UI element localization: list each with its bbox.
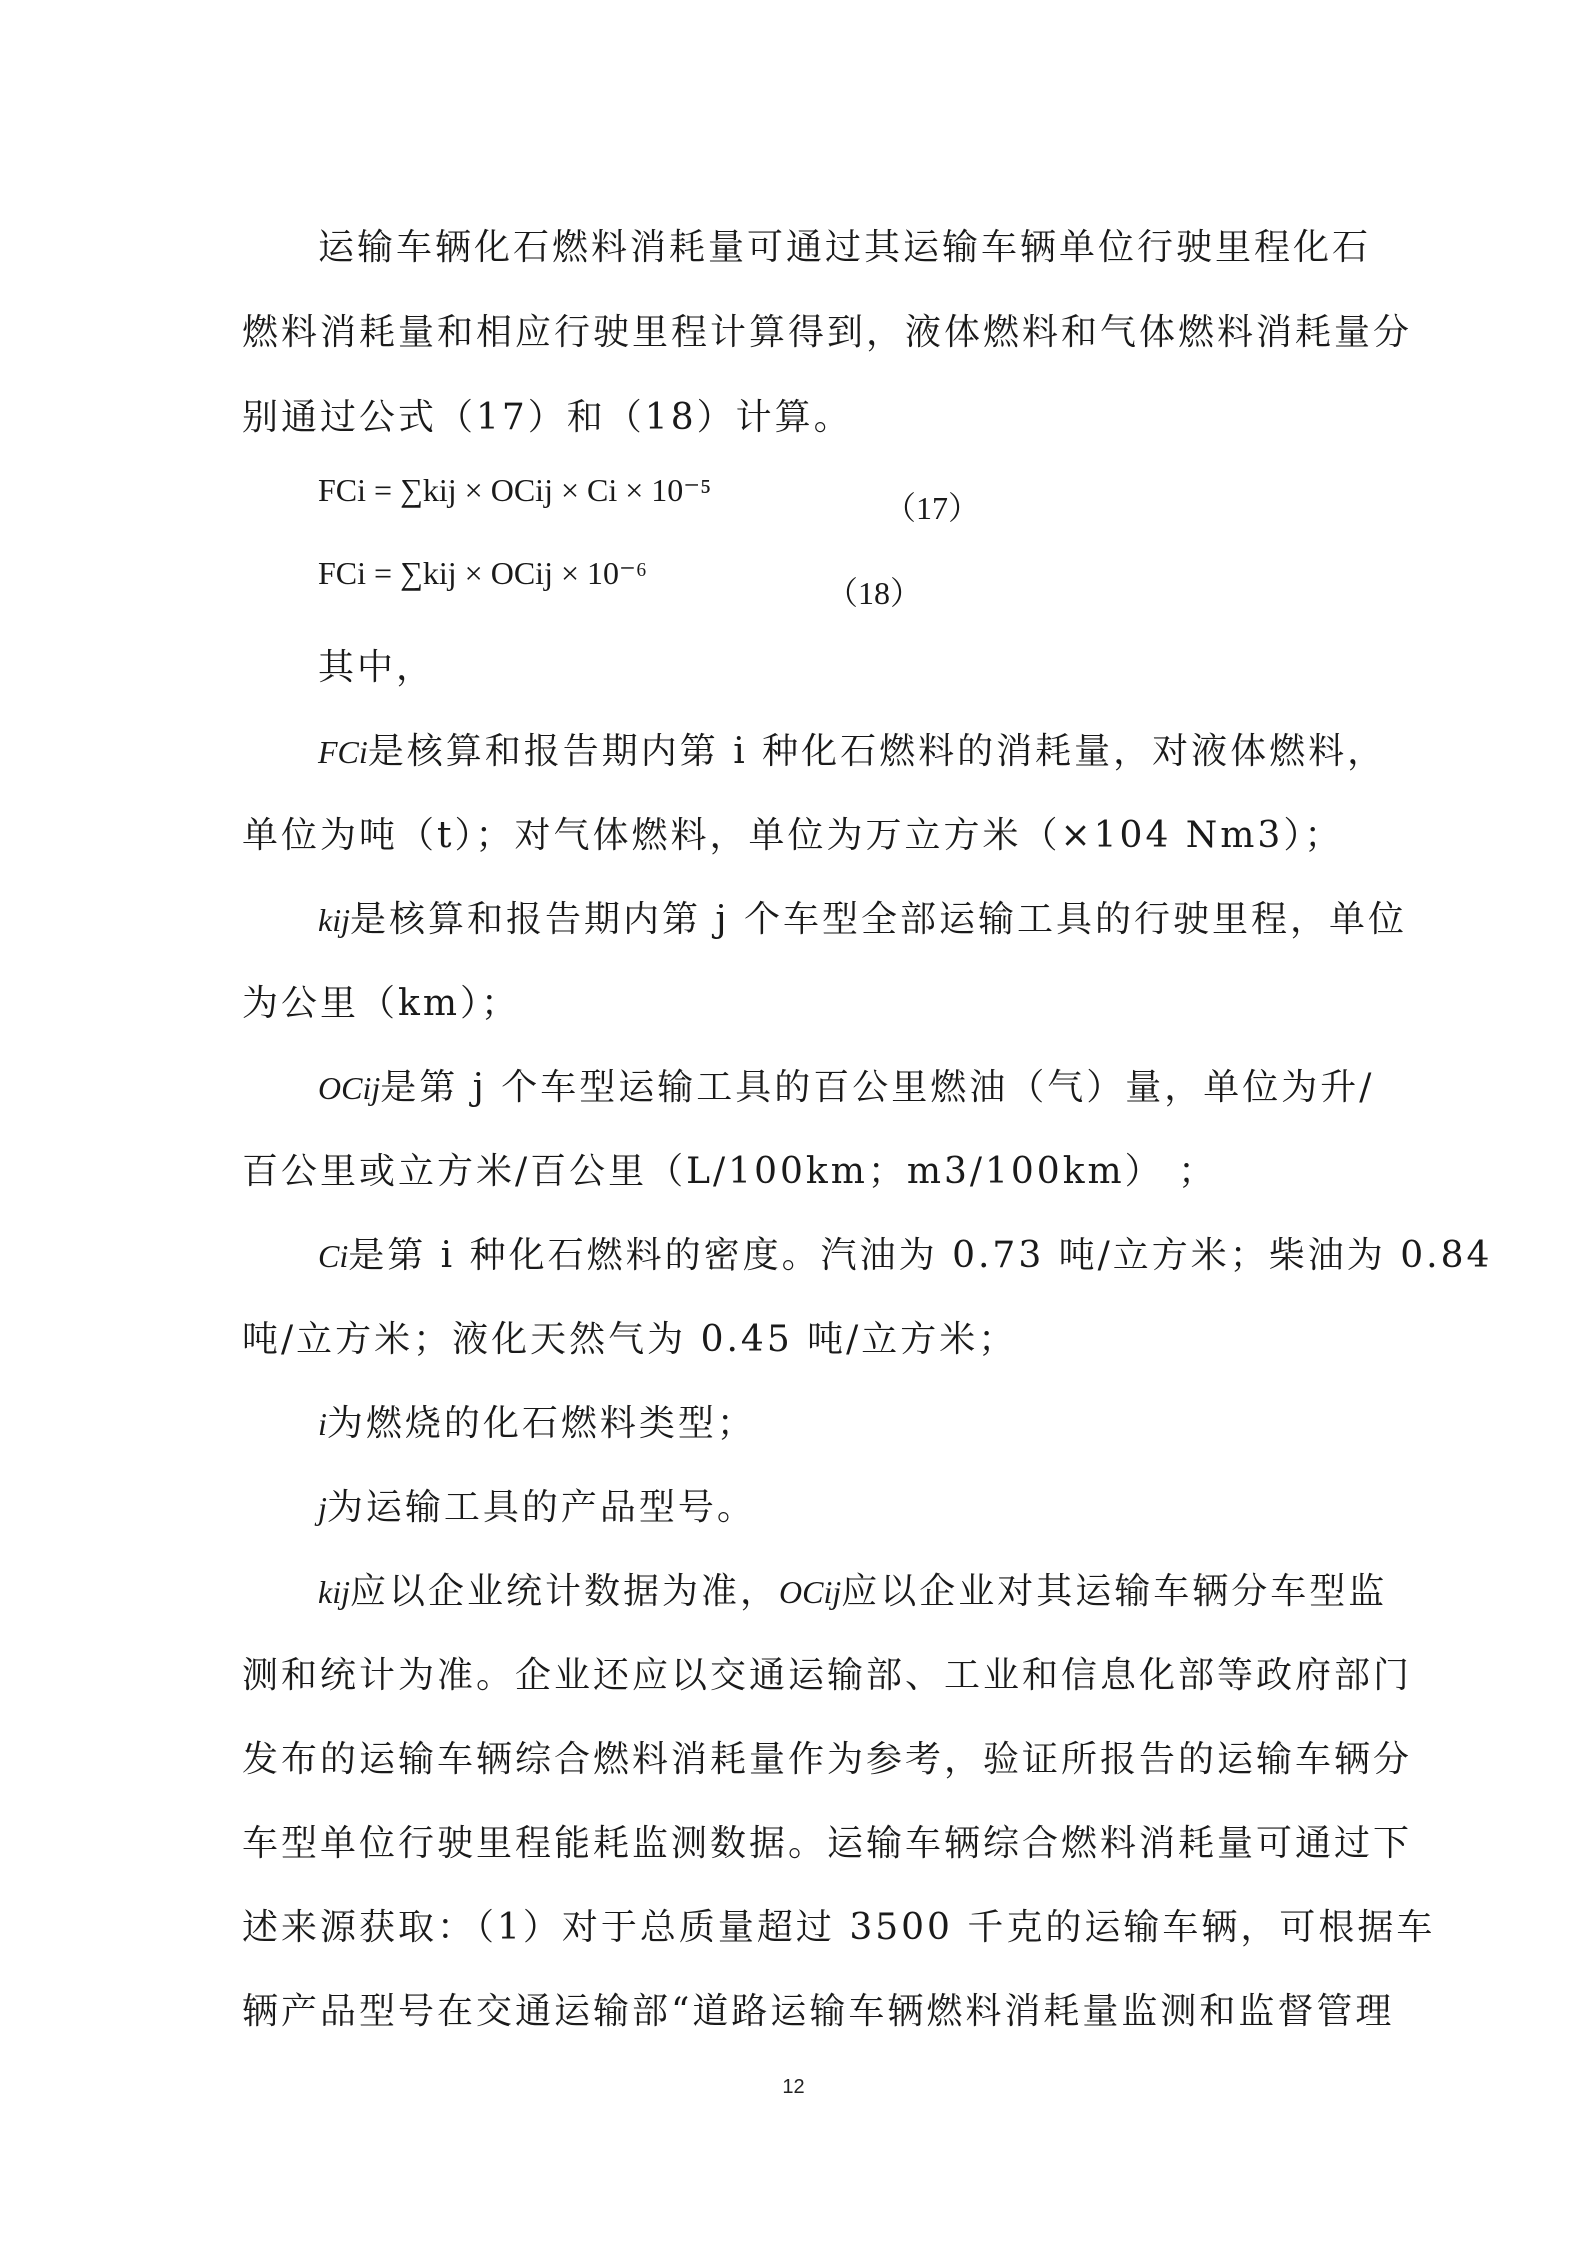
formula-18-number: （18） xyxy=(826,575,923,611)
definition-text: 为运输工具的产品型号。 xyxy=(326,1487,756,1528)
formula-18: FCi = ∑kij × OCij × 10⁻⁶ xyxy=(318,555,648,591)
definition-text: 是第 i 种化石燃料的密度。汽油为 0.73 吨/立方米；柴油为 0.84 xyxy=(348,1235,1493,1276)
paragraph-text: 应以企业统计数据为准， xyxy=(349,1571,779,1612)
paragraph-line: 述来源获取：（1）对于总质量超过 3500 千克的运输车辆，可根据车 xyxy=(242,1907,1436,1948)
paragraph-line: 别通过公式（17）和（18）计算。 xyxy=(242,397,853,438)
definition-i xyxy=(318,1402,1352,1446)
symbol-j: j xyxy=(318,1490,327,1526)
symbol-c: Ci xyxy=(318,1238,349,1274)
symbol-k: kij xyxy=(318,1574,350,1610)
paragraph-line: 燃料消耗量和相应行驶里程计算得到，液体燃料和气体燃料消耗量分 xyxy=(242,312,1413,353)
paragraph-line: 百公里或立方米/百公里（L/100km；m3/100km） ； xyxy=(242,1151,1218,1192)
paragraph-line: 辆产品型号在交通运输部“道路运输车辆燃料消耗量监测和监督管理 xyxy=(242,1991,1395,2032)
paragraph-line xyxy=(318,1570,1388,1614)
page-number: 12 xyxy=(782,2076,805,2098)
symbol-oc: OCij xyxy=(318,1070,381,1106)
paragraph-line: 吨/立方米；液化天然气为 0.45 吨/立方米； xyxy=(242,1319,1018,1360)
definition-j xyxy=(318,1486,1352,1530)
paragraph-line: 为公里（km）； xyxy=(242,983,520,1024)
formula-17: FCi = ∑kij × OCij × Ci × 10⁻⁵ xyxy=(318,472,712,508)
definition-text: 为燃烧的化石燃料类型； xyxy=(326,1403,756,1444)
formula-17-number: （17） xyxy=(884,490,981,526)
definition-text: 是核算和报告期内第 i 种化石燃料的消耗量，对液体燃料， xyxy=(367,731,1387,772)
definition-c xyxy=(318,1234,1493,1278)
definition-text: 是第 j 个车型运输工具的百公里燃油（气）量，单位为升/ xyxy=(380,1067,1375,1108)
definition-k xyxy=(318,898,1408,942)
symbol-fc: FCi xyxy=(318,734,368,770)
where-label: 其中， xyxy=(318,647,436,688)
paragraph-line: 单位为吨（t）；对气体燃料，单位为万立方米（×104 Nm3）； xyxy=(242,815,1344,856)
definition-oc xyxy=(318,1066,1375,1110)
paragraph-line: 车型单位行驶里程能耗监测数据。运输车辆综合燃料消耗量可通过下 xyxy=(242,1823,1413,1864)
symbol-i: i xyxy=(318,1406,327,1442)
definition-fc xyxy=(318,730,1387,774)
symbol-k: kij xyxy=(318,902,350,938)
paragraph-line: 测和统计为准。企业还应以交通运输部、工业和信息化部等政府部门 xyxy=(242,1655,1413,1696)
definition-text: 是核算和报告期内第 j 个车型全部运输工具的行驶里程，单位 xyxy=(349,899,1408,940)
symbol-oc: OCij xyxy=(779,1574,842,1610)
paragraph-line: 发布的运输车辆综合燃料消耗量作为参考，验证所报告的运输车辆分 xyxy=(242,1739,1413,1780)
paragraph-line: 运输车辆化石燃料消耗量可通过其运输车辆单位行驶里程化石 xyxy=(318,227,1372,268)
paragraph-text: 应以企业对其运输车辆分车型监 xyxy=(841,1571,1388,1612)
